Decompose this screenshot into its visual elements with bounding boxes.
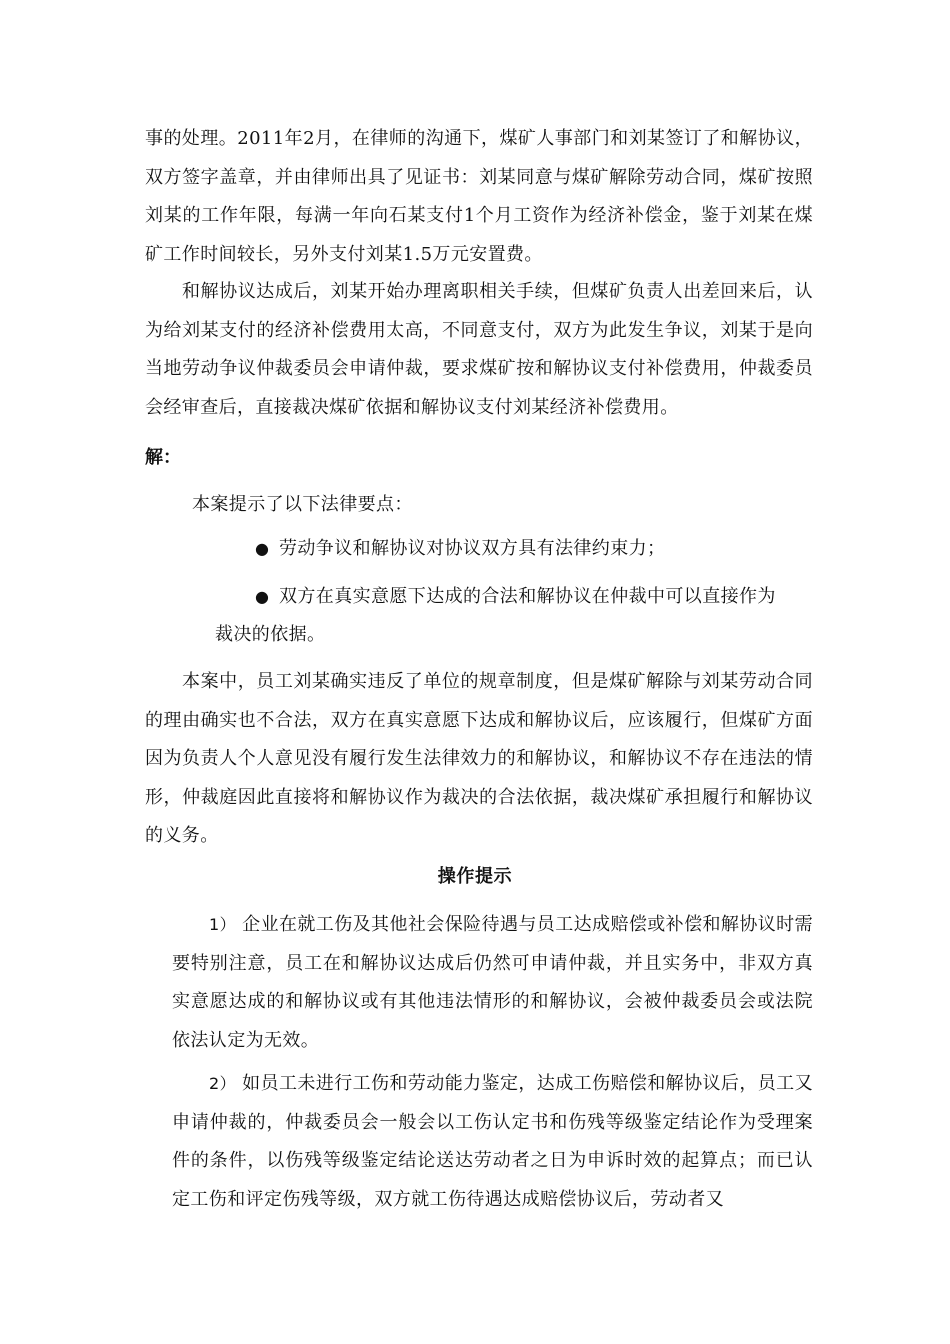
legal-points-intro: 本案提示了以下法律要点：	[192, 494, 413, 515]
solution-label: 解：	[145, 447, 181, 468]
tip-number: 1）	[209, 915, 237, 934]
paragraph-case-background: 事的处理。2011年2月，在律师的沟通下，煤矿人事部门和刘某签订了和解协议，双方签字盖章，并由律师出具了见证书：刘某同意与煤矿解除劳动合同，煤矿按照刘某的工作年限，每满一年向石某支付1个月工资作为经济补偿金，鉴于刘某在煤矿工作时间较长，另外支付刘某1.5万元安置费。	[145, 128, 813, 265]
bullet-icon: ●	[255, 587, 270, 606]
tip-item-2	[172, 1065, 813, 1219]
bullet-item-1	[255, 530, 813, 569]
tip-text: 企业在就工伤及其他社会保险待遇与员工达成赔偿或补偿和解协议时需要特别注意，员工在和解协议达成后仍然可申请仲裁，并且实务中，非双方真实意愿达成的和解协议或有其他违法情形的和解协议，会被仲裁委员会或法院依法认定为无效。	[172, 914, 813, 1051]
tip-text: 如员工未进行工伤和劳动能力鉴定，达成工伤赔偿和解协议后，员工又申请仲裁的，仲裁委员会一般会以工伤认定书和伤残等级鉴定结论作为受理案件的条件，以伤残等级鉴定结论送达劳动者之日为申诉时效的起算点；而已认定工伤和评定伤残等级，双方就工伤待遇达成赔偿协议后，劳动者又	[172, 1073, 813, 1210]
bullet-text: 双方在真实意愿下达成的合法和解协议在仲裁中可以直接作为	[279, 586, 776, 607]
bullet-text: 劳动争议和解协议对协议双方具有法律约束力；	[279, 538, 666, 559]
paragraph-analysis: 本案中，员工刘某确实违反了单位的规章制度，但是煤矿解除与刘某劳动合同的理由确实也不合法，双方在真实意愿下达成和解协议后，应该履行，但煤矿方面因为负责人个人意见没有履行发生法律效力的和解协议，和解协议不存在违法的情形，仲裁庭因此直接将和解协议作为裁决的合法依据，裁决煤矿承担履行和解协议的义务。	[145, 671, 813, 846]
tip-number: 2）	[209, 1074, 237, 1093]
section-title: 操作提示	[437, 866, 513, 887]
bullet-item-2	[255, 578, 813, 617]
bullet-item-2-continued: 裁决的依据。	[215, 624, 326, 645]
paragraph-dispute: 和解协议达成后，刘某开始办理离职相关手续，但煤矿负责人出差回来后，认为给刘某支付的经济补偿费用太高，不同意支付，双方为此发生争议，刘某于是向当地劳动争议仲裁委员会申请仲裁，要求煤矿按和解协议支付补偿费用，仲裁委员会经审查后，直接裁决煤矿依据和解协议支付刘某经济补偿费用。	[145, 281, 813, 418]
tip-item-1	[172, 906, 813, 1060]
bullet-icon: ●	[255, 539, 270, 558]
